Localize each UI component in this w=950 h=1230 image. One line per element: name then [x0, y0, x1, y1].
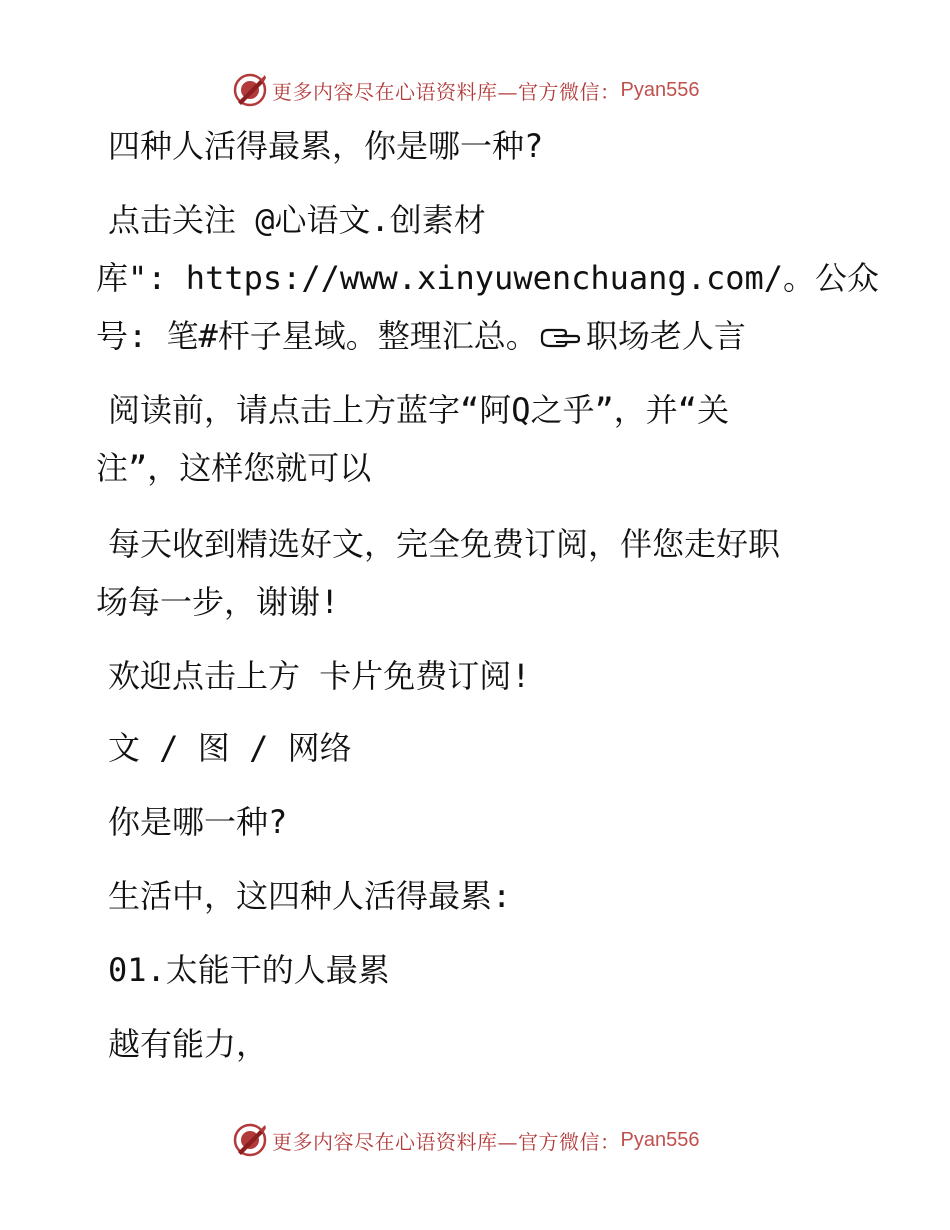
banner-wechat-id: Pyan556	[620, 78, 700, 101]
section-heading: 01.太能干的人最累	[108, 951, 390, 989]
text-line: 阅读前，请点击上方蓝字“阿Q之乎”，并“关	[108, 391, 730, 429]
banner-text: 更多内容尽在心语资料库—官方微信：	[272, 79, 621, 104]
text-line: 库": https://www.xinyuwenchuang.com/。公众	[96, 259, 880, 297]
pen-logo-icon	[232, 72, 268, 108]
text-line: 越有能力，	[108, 1025, 269, 1063]
text-line: 生活中，这四种人活得最累:	[108, 877, 512, 915]
text-line: 点击关注 @心语文.创素材	[108, 201, 486, 239]
text-line-with-icon	[96, 316, 746, 356]
pointing-hand-icon	[540, 324, 580, 350]
text-line: 每天收到精选好文，完全免费订阅，伴您走好职	[108, 525, 781, 563]
banner-text: 更多内容尽在心语资料库—官方微信：	[272, 1129, 621, 1154]
banner-wechat-id: Pyan556	[620, 1128, 700, 1151]
text-line: 注”，这样您就可以	[96, 449, 372, 487]
text-line: 文 / 图 / 网络	[108, 729, 352, 767]
article-title: 四种人活得最累，你是哪一种?	[108, 127, 544, 165]
pen-logo-icon	[232, 1122, 268, 1158]
text-line: 欢迎点击上方 卡片免费订阅!	[108, 657, 531, 695]
header-watermark-banner	[232, 70, 699, 110]
text-segment: 职场老人言	[585, 317, 746, 355]
text-line: 场每一步，谢谢!	[96, 583, 340, 621]
text-line: 你是哪一种?	[108, 803, 288, 841]
footer-watermark-banner	[232, 1120, 699, 1160]
text-segment: 号: 笔#杆子星域。整理汇总。	[96, 317, 538, 355]
